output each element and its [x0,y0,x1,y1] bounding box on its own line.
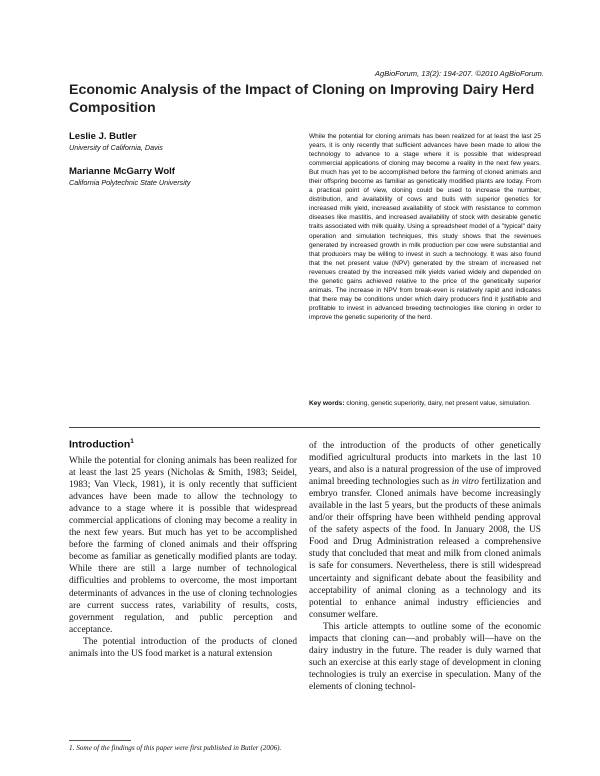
paper-title: Economic Analysis of the Impact of Cloning on Improving Dairy Herd Composition [69,82,535,116]
journal-citation: AgBioForum, 13(2): 194-207. ©2010 AgBioForum. [374,69,544,78]
footnote-divider [69,740,131,741]
keywords-text: cloning, genetic superiority, dairy, net present value, simulation. [346,400,531,407]
author-name: Leslie J. Butler [69,131,137,142]
body-paragraph: The potential introduction of the products of cloned animals into the US food market is a natural extension [69,636,297,659]
body-column-right [309,440,541,693]
body-paragraph: While the potential for cloning animals has been realized for at least the last 25 years (Nicholas & Smith, 1983; Seidel, 1983; Van Vleck, 1981), it is only recently that sufficient advances have been made to allow the technology to advance to a stage where it is possible that widespread commercial applications of cloning may become a reality in the next few years. But much has yet to be accomplished before the farming of cloned animals and their offspring become as familiar as genetically modified plants are today. While there are still a large number of technological difficulties and problems to overcome, the most important determinants of advances in the use of cloning technologies are current success rates, variability of results, costs, government regulation, and public perception and acceptance. [69,456,297,635]
author-name: Marianne McGarry Wolf [69,166,175,177]
abstract: While the potential for cloning animals has been realized for at least the last 25 years, it is only recently that sufficient advances have been made to allow the technology to advance to a stage where it is possible that widespread commercial applications of cloning may become a reality in the next few years. But much has yet to be accomplished before the farming of cloned animals and their offspring become as familiar as genetically modified plants are today. From a practical point of view, cloning could be used to increase the number, distribution, and availability of cows and bulls with superior genetics for increased milk yield, increased availability of stock with resistance to common diseases like mastitis, and increased availability of stock with desirable genetic traits associated with milk quality. Using a spreadsheet model of a "typical" dairy operation and simulation techniques, this study shows that the revenues generated by increased growth in milk production per cow were substantial and that producers may be willing to invest in such a technology. It was also found that the net present value (NPV) generated by the stream of increased net revenues created by the increased milk yields varied widely and depended on the genetic gains achieved relative to the price of the genetically superior animals. The increase in NPV from break-even is relatively rapid and indicates that there may be conditions under which dairy producers find it justifiable and profitable to invest in advanced breeding technologies like cloning in order to improve the genetic superiority of the herd. [309,133,541,321]
section-heading [69,438,134,451]
author-affiliation: University of California, Davis [69,143,163,152]
author-block [69,166,190,188]
footnote: 1. Some of the findings of this paper were first published in Butler (2006). [69,744,282,752]
body-paragraph: This article attempts to outline some of the economic impacts that cloning can—and probably will—have on the dairy industry in the future. The reader is duly warned that such an exercise at this early stage of development in cloning technologies is truly an exercise in speculation. Many of the elements of cloning technol- [309,621,541,692]
keywords-label: Key words: [309,400,345,407]
author-affiliation: California Polytechnic State University [69,178,191,187]
footnote-marker: 1 [130,438,134,445]
keywords [309,399,541,408]
body-paragraph: of the introduction of the products of other genetically modified agricultural products into markets in the last 10 years, and also is a natural progression of the use of improved animal breeding technologies such as in vitro fertilization and embryo transfer. Cloned animals have become increasingly available in the last 5 years, but the products of these animals and/or their offspring have been withheld pending approval of the safety aspects of the food. In January 2008, the US Food and Drug Administration released a comprehensive study that concluded that meat and milk from cloned animals is safe for consumers. Nevertheless, there is still widespread uncertainty and significant debate about the feasibility and acceptability of animal cloning as a technology and its potential to enhance animal industry efficiencies and consumer welfare. [309,441,542,620]
italic-term: in vitro [451,477,479,488]
body-column-left [69,455,297,660]
author-block [69,131,163,153]
section-heading-text: Introduction [69,438,131,451]
section-divider [69,427,540,428]
